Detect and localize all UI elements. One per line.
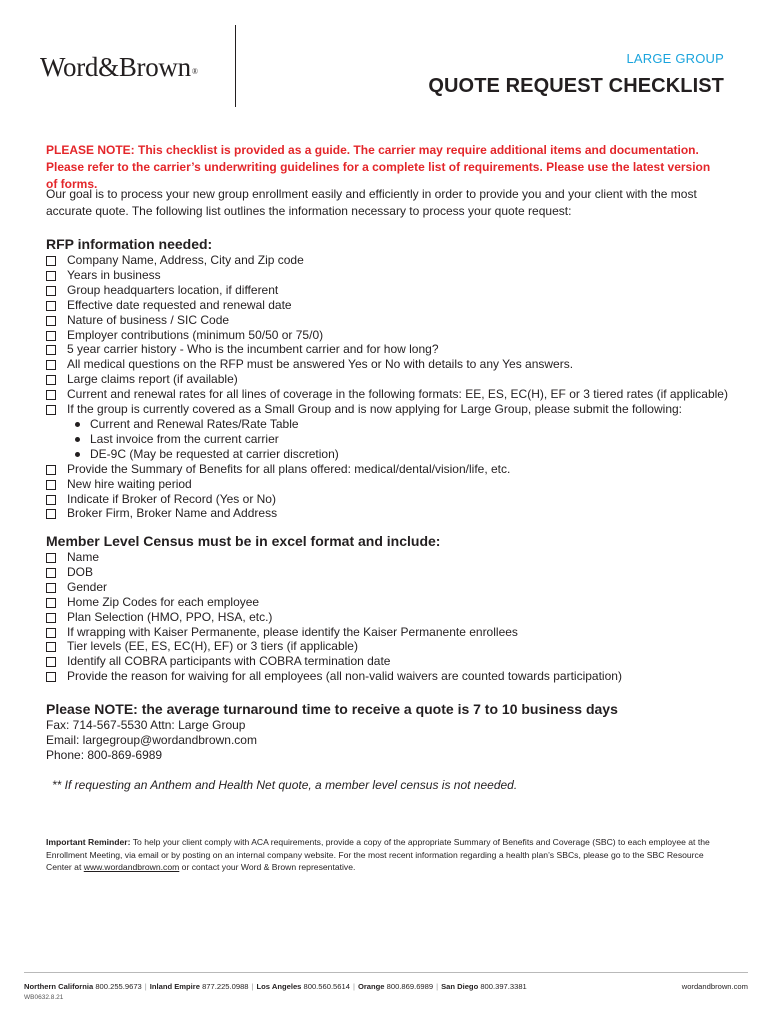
checkbox[interactable] [46, 480, 56, 490]
checklist-item-label: Nature of business / SIC Code [67, 312, 230, 327]
office-phone: 877.225.0988 [199, 982, 249, 991]
checklist-item-label: Identify all COBRA participants with COBRA termination date [67, 654, 391, 669]
office-phone: 800.255.9673 [93, 982, 142, 991]
checklist-item-label: Gender [67, 579, 108, 594]
checkbox[interactable] [46, 598, 56, 608]
please-note-warning: PLEASE NOTE: This checklist is provided as a guide. The carrier may require additional items and documentation. Please refer to the carrier’s underwriting guidelines for a complete list of requirements. Please use the latest version of forms. [46, 143, 711, 191]
checklist-item [46, 283, 728, 298]
checklist-item-label: Large claims report (if available) [67, 372, 238, 387]
checkbox[interactable] [46, 613, 56, 623]
checklist-item-label: If wrapping with Kaiser Permanente, please identify the Kaiser Permanente enrollees [67, 624, 518, 639]
checklist-item [46, 298, 728, 313]
sub-list-item-label: DE-9C (May be requested at carrier discretion) [90, 446, 339, 461]
sub-list-item [46, 417, 728, 432]
checklist-item [46, 462, 728, 477]
checklist-item [46, 313, 728, 328]
sub-list-item [46, 432, 728, 447]
checklist-item [46, 610, 622, 625]
checklist-item [46, 669, 622, 684]
checklist-item-label: 5 year carrier history - Who is the incumbent carrier and for how long? [67, 342, 439, 357]
checkbox[interactable] [46, 628, 56, 638]
rfp-checklist-continued [46, 462, 728, 522]
checkbox[interactable] [46, 331, 56, 341]
checklist-item-label: Indicate if Broker of Record (Yes or No) [67, 491, 276, 506]
checklist-item [46, 328, 728, 343]
checkbox[interactable] [46, 301, 56, 311]
rfp-checklist [46, 253, 728, 417]
rfp-sub-list [46, 417, 728, 462]
census-section [46, 532, 622, 684]
checkbox[interactable] [46, 271, 56, 281]
checkbox[interactable] [46, 465, 56, 475]
checkbox[interactable] [46, 495, 56, 505]
office-name: Orange [357, 982, 385, 991]
checkbox[interactable] [46, 256, 56, 266]
office-phone: 800.869.6989 [384, 982, 434, 991]
turnaround-section [46, 700, 618, 763]
checklist-item [46, 492, 728, 507]
checkbox[interactable] [46, 360, 56, 370]
checklist-item [46, 580, 622, 595]
office-name: San Diego [441, 982, 479, 991]
footer-separator: | [144, 982, 147, 991]
sub-list-item-label: Last invoice from the current carrier [90, 431, 279, 446]
footer-separator: | [251, 982, 254, 991]
reminder-text-2: or contact your Word & Brown representative. [179, 862, 356, 872]
checklist-item [46, 654, 622, 669]
checklist-item [46, 477, 728, 492]
checklist-item-label: Name [67, 550, 100, 564]
reminder-text-1: To help your client comply with ACA requirements, provide a copy of the appropriate Summary of Benefits and Coverage (SBC) to each employee at the Enrollment Meeting, via email or by posting on an internal company website. For the most recent information regarding a health plan’s SBCs, please go to the SBC Resource Center at [46, 837, 710, 872]
checklist-item-label: If the group is currently covered as a Small Group and is now applying for Large Group, please submit the following: [67, 402, 682, 417]
checkbox[interactable] [46, 672, 56, 682]
checklist-item-label: New hire waiting period [67, 476, 192, 491]
checklist-item [46, 595, 622, 610]
census-heading: Member Level Census must be in excel format and include: [46, 533, 441, 549]
footer-separator: | [352, 982, 355, 991]
checklist-item [46, 550, 622, 565]
sbc-resource-link[interactable]: www.wordandbrown.com [83, 862, 180, 872]
document-category: LARGE GROUP [626, 51, 724, 66]
checklist-item-label: Provide the reason for waiving for all employees (all non-valid waivers are counted towards participation) [67, 669, 622, 684]
checklist-item-label: Employer contributions (minimum 50/50 or 75/0) [67, 327, 324, 342]
checklist-item-label: Company Name, Address, City and Zip code [67, 253, 304, 267]
checklist-item-label: Group headquarters location, if different [67, 282, 279, 297]
checklist-item [46, 387, 728, 402]
sub-list-item-label: Current and Renewal Rates/Rate Table [90, 416, 299, 431]
office-contacts [24, 982, 527, 991]
header-divider [235, 25, 236, 107]
important-reminder [46, 836, 726, 874]
checklist-item-label: Effective date requested and renewal date [67, 297, 292, 312]
checkbox[interactable] [46, 316, 56, 326]
bullet-icon [75, 452, 80, 457]
email-line: Email: largegroup@wordandbrown.com [46, 733, 257, 747]
fax-line: Fax: 714-567-5530 Attn: Large Group [46, 718, 246, 732]
checkbox[interactable] [46, 375, 56, 385]
anthem-note: ** If requesting an Anthem and Health Net quote, a member level census is not needed. [52, 778, 518, 792]
checkbox[interactable] [46, 642, 56, 652]
office-name: Los Angeles [256, 982, 302, 991]
office-name: Northern California [24, 982, 94, 991]
intro-paragraph: Our goal is to process your new group enrollment easily and efficiently in order to provide you and your client with the most accurate quote. The following list outlines the information necessary to process your quote request: [46, 187, 697, 218]
page-header [0, 0, 770, 130]
checkbox[interactable] [46, 657, 56, 667]
checklist-item [46, 402, 728, 417]
checklist-item [46, 372, 728, 387]
rfp-section [46, 235, 728, 521]
office-phone: 800.397.3381 [478, 982, 527, 991]
checklist-item-label: DOB [67, 564, 94, 579]
checklist-item [46, 625, 622, 640]
footer-website[interactable]: wordandbrown.com [681, 982, 748, 991]
page-footer [24, 982, 748, 991]
checklist-item [46, 268, 728, 283]
checklist-item-label: Tier levels (EE, ES, EC(H), EF) or 3 tiers (if applicable) [67, 639, 358, 654]
checkbox[interactable] [46, 509, 56, 519]
office-phone: 800.560.5614 [301, 982, 350, 991]
checklist-item-label: All medical questions on the RFP must be answered Yes or No with details to any Yes answers. [67, 357, 574, 372]
footer-divider [24, 972, 748, 973]
office-name: Inland Empire [149, 982, 200, 991]
checklist-item [46, 357, 728, 372]
sub-list-item [46, 447, 728, 462]
checkbox[interactable] [46, 553, 56, 563]
checklist-item [46, 342, 728, 357]
footer-separator: | [436, 982, 439, 991]
checklist-item-label: Provide the Summary of Benefits for all plans offered: medical/dental/vision/life, etc. [67, 461, 511, 476]
checkbox[interactable] [46, 345, 56, 355]
document-title: QUOTE REQUEST CHECKLIST [428, 75, 724, 97]
form-code: WB0632.8.21 [24, 994, 64, 1001]
checklist-item-label: Broker Firm, Broker Name and Address [67, 506, 278, 521]
census-checklist [46, 550, 622, 684]
phone-line: Phone: 800-869-6989 [46, 748, 163, 762]
checklist-item-label: Years in business [67, 267, 161, 282]
checkbox[interactable] [46, 286, 56, 296]
checklist-item-label: Plan Selection (HMO, PPO, HSA, etc.) [67, 609, 273, 624]
turnaround-heading: Please NOTE: the average turnaround time to receive a quote is 7 to 10 business days [46, 701, 618, 717]
checklist-item [46, 639, 622, 654]
bullet-icon [75, 437, 80, 442]
checkbox[interactable] [46, 390, 56, 400]
checklist-item-label: Home Zip Codes for each employee [67, 594, 260, 609]
checklist-item [46, 506, 728, 521]
checklist-item-label: Current and renewal rates for all lines of coverage in the following formats: EE, ES, EC(H), EF or 3 tiered rates (if applicable) [67, 387, 728, 402]
word-brown-logo: Word&Brown® [40, 52, 198, 82]
checklist-item [46, 565, 622, 580]
checkbox[interactable] [46, 405, 56, 415]
checkbox[interactable] [46, 583, 56, 593]
bullet-icon [75, 422, 80, 427]
rfp-heading: RFP information needed: [46, 236, 213, 252]
checklist-item [46, 253, 728, 268]
checkbox[interactable] [46, 568, 56, 578]
reminder-label: Important Reminder: [46, 837, 131, 847]
